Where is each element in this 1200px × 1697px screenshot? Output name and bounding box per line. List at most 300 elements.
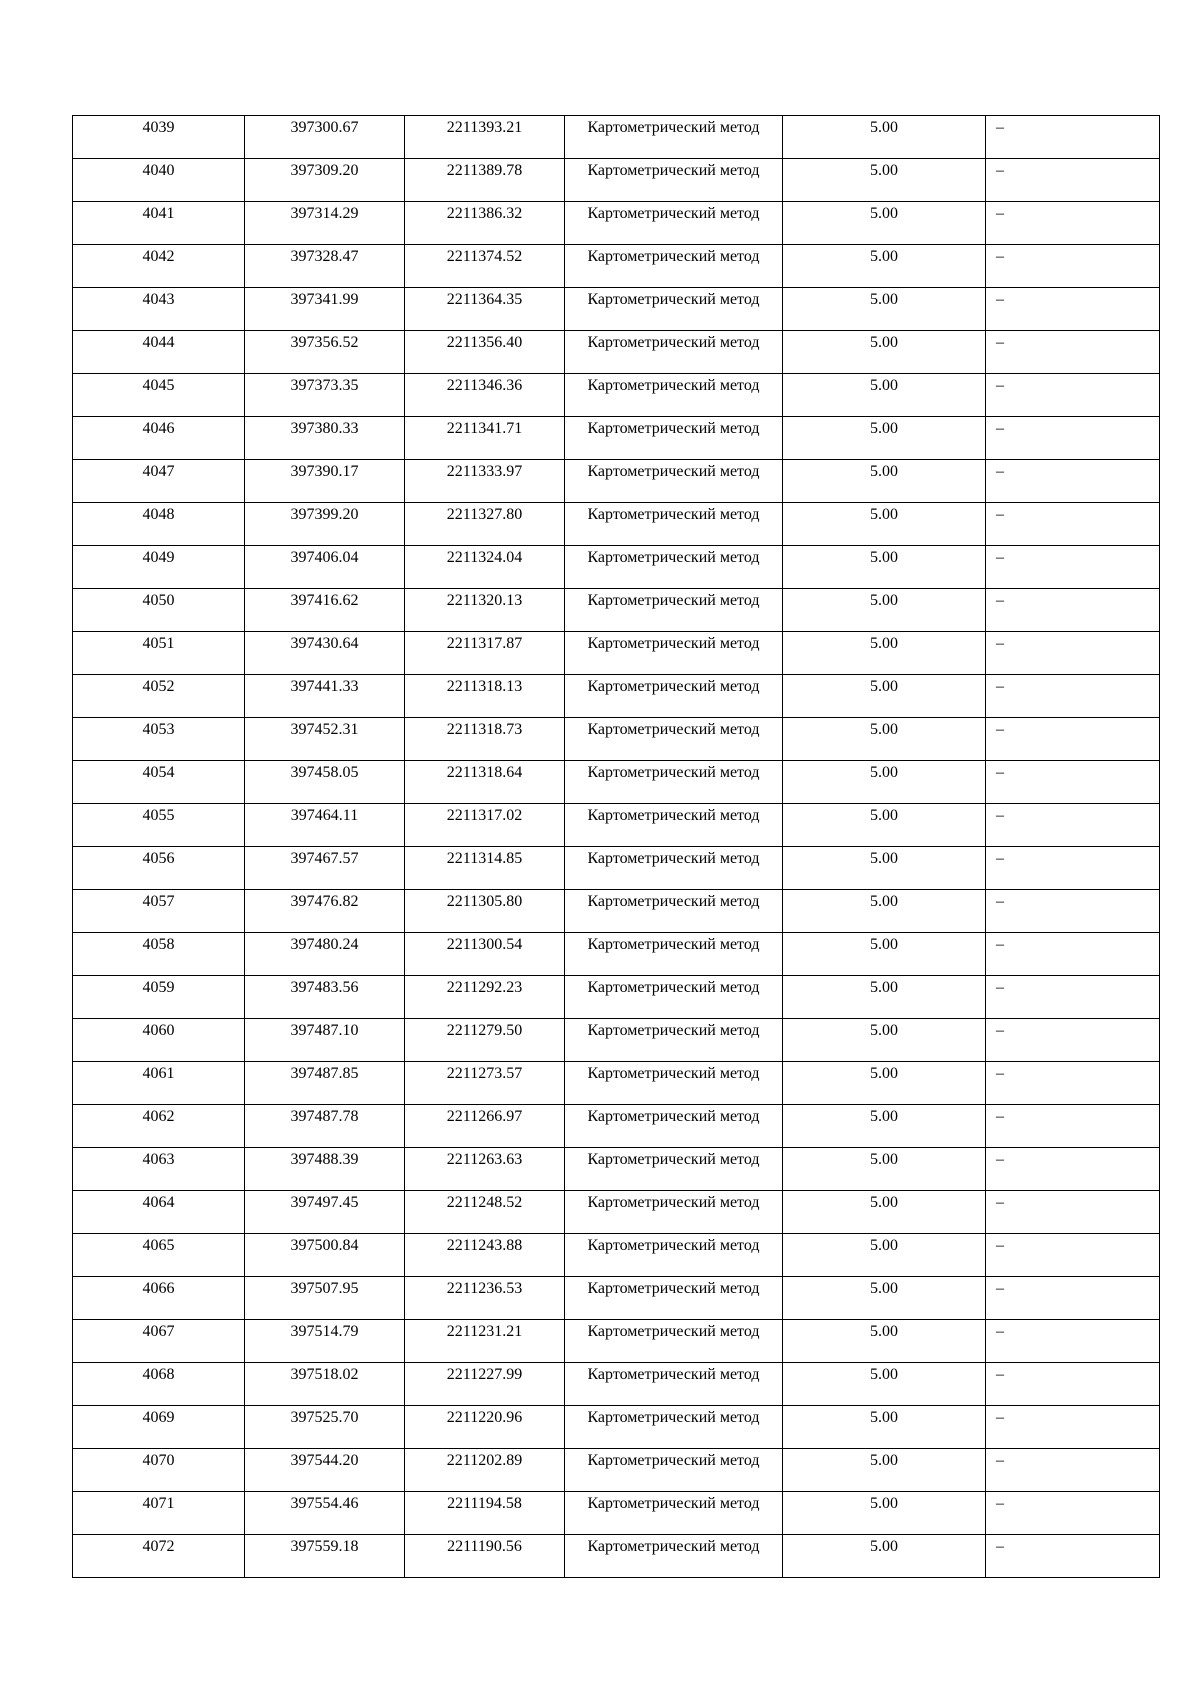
accuracy-cell [783,1062,986,1105]
x-coordinate-cell [245,1406,405,1449]
y-coordinate-text: 2211248.52 [446,1194,523,1211]
point-number-text: 4070 [142,1452,175,1469]
accuracy-text: 5.00 [870,1409,898,1426]
y-coordinate-cell [405,1535,565,1578]
point-number-cell [73,632,245,675]
note-text: – [996,1108,1004,1125]
note-cell [986,761,1160,804]
note-cell [986,503,1160,546]
point-number-cell [73,159,245,202]
x-coordinate-cell [245,245,405,288]
note-cell [986,804,1160,847]
y-coordinate-text: 2211393.21 [446,119,523,136]
accuracy-cell [783,589,986,632]
note-text: – [996,592,1004,609]
x-coordinate-cell [245,933,405,976]
point-number-text: 4042 [142,248,175,265]
note-cell [986,1019,1160,1062]
method-text: Картометрический метод [587,334,760,351]
accuracy-cell [783,245,986,288]
x-coordinate-text: 397487.10 [290,1022,359,1039]
note-text: – [996,463,1004,480]
table-row [73,804,1160,847]
note-text: – [996,1151,1004,1168]
note-cell [986,159,1160,202]
method-text: Картометрический метод [587,1194,760,1211]
table-row [73,976,1160,1019]
accuracy-text: 5.00 [870,1452,898,1469]
note-cell [986,1535,1160,1578]
method-text: Картометрический метод [587,162,760,179]
note-text: – [996,1280,1004,1297]
x-coordinate-text: 397309.20 [290,162,359,179]
y-coordinate-text: 2211202.89 [446,1452,523,1469]
point-number-text: 4057 [142,893,175,910]
x-coordinate-text: 397559.18 [290,1538,359,1555]
table-row [73,159,1160,202]
note-text: – [996,1409,1004,1426]
note-cell [986,589,1160,632]
y-coordinate-text: 2211364.35 [446,291,523,308]
method-text: Картометрический метод [587,1022,760,1039]
table-row [73,632,1160,675]
y-coordinate-cell [405,1234,565,1277]
method-cell [565,288,783,331]
point-number-cell [73,460,245,503]
x-coordinate-text: 397476.82 [290,893,359,910]
x-coordinate-cell [245,761,405,804]
method-cell [565,632,783,675]
accuracy-text: 5.00 [870,1495,898,1512]
method-cell [565,1277,783,1320]
y-coordinate-cell [405,417,565,460]
note-cell [986,417,1160,460]
method-text: Картометрический метод [587,721,760,738]
accuracy-text: 5.00 [870,1108,898,1125]
y-coordinate-text: 2211266.97 [446,1108,523,1125]
y-coordinate-text: 2211341.71 [446,420,523,437]
accuracy-text: 5.00 [870,1366,898,1383]
table-row [73,1320,1160,1363]
point-number-cell [73,718,245,761]
method-text: Картометрический метод [587,1237,760,1254]
point-number-text: 4047 [142,463,175,480]
point-number-cell [73,1191,245,1234]
y-coordinate-text: 2211389.78 [446,162,523,179]
y-coordinate-cell [405,374,565,417]
note-text: – [996,1194,1004,1211]
method-cell [565,1062,783,1105]
note-text: – [996,1237,1004,1254]
accuracy-text: 5.00 [870,1022,898,1039]
accuracy-text: 5.00 [870,893,898,910]
table-row [73,761,1160,804]
note-text: – [996,635,1004,652]
y-coordinate-cell [405,1191,565,1234]
point-number-cell [73,976,245,1019]
y-coordinate-cell [405,675,565,718]
y-coordinate-text: 2211243.88 [446,1237,523,1254]
table-row [73,1492,1160,1535]
note-cell [986,847,1160,890]
method-cell [565,503,783,546]
point-number-text: 4054 [142,764,175,781]
method-text: Картометрический метод [587,1495,760,1512]
y-coordinate-cell [405,1105,565,1148]
method-cell [565,589,783,632]
accuracy-text: 5.00 [870,979,898,996]
x-coordinate-text: 397544.20 [290,1452,359,1469]
y-coordinate-text: 2211300.54 [446,936,523,953]
method-cell [565,460,783,503]
accuracy-text: 5.00 [870,807,898,824]
note-text: – [996,1366,1004,1383]
x-coordinate-cell [245,116,405,159]
x-coordinate-text: 397452.31 [290,721,359,738]
x-coordinate-cell [245,1148,405,1191]
point-number-text: 4066 [142,1280,175,1297]
y-coordinate-cell [405,632,565,675]
method-text: Картометрический метод [587,592,760,609]
method-cell [565,976,783,1019]
accuracy-cell [783,1105,986,1148]
y-coordinate-cell [405,546,565,589]
x-coordinate-text: 397464.11 [290,807,359,824]
y-coordinate-cell [405,1363,565,1406]
y-coordinate-cell [405,288,565,331]
accuracy-text: 5.00 [870,463,898,480]
point-number-cell [73,1406,245,1449]
note-cell [986,460,1160,503]
method-cell [565,159,783,202]
point-number-cell [73,847,245,890]
accuracy-text: 5.00 [870,334,898,351]
x-coordinate-text: 397341.99 [290,291,359,308]
y-coordinate-text: 2211324.04 [446,549,523,566]
x-coordinate-cell [245,1062,405,1105]
method-text: Картометрический метод [587,635,760,652]
y-coordinate-cell [405,1449,565,1492]
point-number-text: 4069 [142,1409,175,1426]
y-coordinate-text: 2211317.87 [446,635,523,652]
method-cell [565,331,783,374]
x-coordinate-cell [245,1234,405,1277]
method-text: Картометрический метод [587,1065,760,1082]
point-number-text: 4050 [142,592,175,609]
x-coordinate-text: 397430.64 [290,635,359,652]
x-coordinate-text: 397406.04 [290,549,359,566]
accuracy-text: 5.00 [870,850,898,867]
method-text: Картометрический метод [587,463,760,480]
point-number-text: 4072 [142,1538,175,1555]
y-coordinate-cell [405,933,565,976]
point-number-text: 4043 [142,291,175,308]
note-text: – [996,248,1004,265]
note-cell [986,1320,1160,1363]
x-coordinate-cell [245,1019,405,1062]
point-number-text: 4060 [142,1022,175,1039]
method-text: Картометрический метод [587,1108,760,1125]
x-coordinate-text: 397373.35 [290,377,359,394]
point-number-cell [73,1148,245,1191]
x-coordinate-text: 397507.95 [290,1280,359,1297]
x-coordinate-cell [245,159,405,202]
method-text: Картометрический метод [587,936,760,953]
x-coordinate-text: 397390.17 [290,463,359,480]
method-cell [565,116,783,159]
method-cell [565,1019,783,1062]
accuracy-cell [783,1492,986,1535]
y-coordinate-cell [405,890,565,933]
note-text: – [996,764,1004,781]
point-number-text: 4041 [142,205,175,222]
accuracy-text: 5.00 [870,1065,898,1082]
x-coordinate-cell [245,202,405,245]
accuracy-cell [783,761,986,804]
note-text: – [996,506,1004,523]
point-number-text: 4068 [142,1366,175,1383]
point-number-cell [73,245,245,288]
method-cell [565,374,783,417]
x-coordinate-text: 397488.39 [290,1151,359,1168]
x-coordinate-text: 397497.45 [290,1194,359,1211]
point-number-cell [73,1535,245,1578]
accuracy-text: 5.00 [870,420,898,437]
x-coordinate-text: 397441.33 [290,678,359,695]
method-text: Картометрический метод [587,1280,760,1297]
x-coordinate-cell [245,1535,405,1578]
accuracy-text: 5.00 [870,592,898,609]
point-number-text: 4059 [142,979,175,996]
note-cell [986,331,1160,374]
accuracy-text: 5.00 [870,377,898,394]
y-coordinate-cell [405,1148,565,1191]
point-number-cell [73,503,245,546]
y-coordinate-text: 2211314.85 [446,850,523,867]
method-text: Картометрический метод [587,1538,760,1555]
note-text: – [996,678,1004,695]
x-coordinate-cell [245,976,405,1019]
table-row [73,417,1160,460]
point-number-cell [73,202,245,245]
note-cell [986,675,1160,718]
x-coordinate-text: 397328.47 [290,248,359,265]
note-cell [986,1449,1160,1492]
note-text: – [996,893,1004,910]
method-cell [565,1320,783,1363]
accuracy-cell [783,933,986,976]
x-coordinate-cell [245,1363,405,1406]
point-number-cell [73,1019,245,1062]
method-text: Картометрический метод [587,764,760,781]
y-coordinate-cell [405,804,565,847]
table-row [73,245,1160,288]
note-text: – [996,1452,1004,1469]
note-cell [986,1363,1160,1406]
x-coordinate-cell [245,1492,405,1535]
accuracy-cell [783,1234,986,1277]
accuracy-cell [783,116,986,159]
x-coordinate-cell [245,374,405,417]
method-cell [565,1148,783,1191]
coordinates-table [72,115,1160,1578]
point-number-text: 4061 [142,1065,175,1082]
accuracy-text: 5.00 [870,291,898,308]
x-coordinate-text: 397500.84 [290,1237,359,1254]
method-text: Картометрический метод [587,1366,760,1383]
note-text: – [996,936,1004,953]
method-cell [565,675,783,718]
table-row [73,374,1160,417]
accuracy-text: 5.00 [870,1323,898,1340]
point-number-text: 4049 [142,549,175,566]
method-cell [565,417,783,460]
note-text: – [996,1065,1004,1082]
method-text: Картометрический метод [587,979,760,996]
y-coordinate-cell [405,1019,565,1062]
accuracy-text: 5.00 [870,678,898,695]
note-cell [986,1406,1160,1449]
accuracy-text: 5.00 [870,119,898,136]
x-coordinate-text: 397467.57 [290,850,359,867]
y-coordinate-cell [405,1320,565,1363]
note-text: – [996,205,1004,222]
point-number-cell [73,589,245,632]
note-text: – [996,721,1004,738]
x-coordinate-cell [245,1191,405,1234]
note-text: – [996,420,1004,437]
point-number-cell [73,1277,245,1320]
x-coordinate-cell [245,546,405,589]
table-row [73,675,1160,718]
y-coordinate-text: 2211318.13 [446,678,523,695]
y-coordinate-cell [405,331,565,374]
x-coordinate-cell [245,460,405,503]
x-coordinate-cell [245,417,405,460]
point-number-text: 4071 [142,1495,175,1512]
method-text: Картометрический метод [587,807,760,824]
y-coordinate-text: 2211263.63 [446,1151,523,1168]
method-cell [565,1449,783,1492]
accuracy-cell [783,1019,986,1062]
note-cell [986,1148,1160,1191]
y-coordinate-text: 2211318.73 [446,721,523,738]
table-row [73,546,1160,589]
accuracy-cell [783,1535,986,1578]
accuracy-cell [783,804,986,847]
method-text: Картометрический метод [587,420,760,437]
table-row [73,503,1160,546]
point-number-cell [73,761,245,804]
x-coordinate-cell [245,890,405,933]
x-coordinate-cell [245,1449,405,1492]
x-coordinate-cell [245,632,405,675]
point-number-text: 4045 [142,377,175,394]
x-coordinate-text: 397483.56 [290,979,359,996]
table-row [73,1148,1160,1191]
accuracy-text: 5.00 [870,1280,898,1297]
point-number-text: 4052 [142,678,175,695]
y-coordinate-text: 2211356.40 [446,334,523,351]
note-cell [986,933,1160,976]
x-coordinate-text: 397300.67 [290,119,359,136]
point-number-cell [73,116,245,159]
accuracy-text: 5.00 [870,506,898,523]
accuracy-cell [783,374,986,417]
y-coordinate-cell [405,1277,565,1320]
method-text: Картометрический метод [587,1323,760,1340]
table-row [73,1449,1160,1492]
point-number-cell [73,1320,245,1363]
point-number-cell [73,890,245,933]
note-cell [986,245,1160,288]
x-coordinate-cell [245,288,405,331]
note-text: – [996,807,1004,824]
y-coordinate-text: 2211318.64 [446,764,523,781]
note-text: – [996,1538,1004,1555]
point-number-text: 4058 [142,936,175,953]
y-coordinate-cell [405,202,565,245]
point-number-text: 4044 [142,334,175,351]
accuracy-cell [783,503,986,546]
y-coordinate-text: 2211327.80 [446,506,523,523]
x-coordinate-text: 397525.70 [290,1409,359,1426]
y-coordinate-text: 2211386.32 [446,205,523,222]
x-coordinate-text: 397416.62 [290,592,359,609]
table-row [73,331,1160,374]
table-row [73,1535,1160,1578]
note-cell [986,1191,1160,1234]
method-cell [565,890,783,933]
x-coordinate-text: 397380.33 [290,420,359,437]
accuracy-cell [783,976,986,1019]
accuracy-text: 5.00 [870,1194,898,1211]
y-coordinate-text: 2211374.52 [446,248,523,265]
point-number-text: 4064 [142,1194,175,1211]
table-row [73,288,1160,331]
table-row [73,847,1160,890]
point-number-text: 4055 [142,807,175,824]
point-number-text: 4046 [142,420,175,437]
y-coordinate-text: 2211190.56 [447,1538,522,1555]
method-cell [565,202,783,245]
accuracy-cell [783,718,986,761]
method-text: Картометрический метод [587,506,760,523]
x-coordinate-text: 397514.79 [290,1323,359,1340]
point-number-cell [73,933,245,976]
point-number-cell [73,675,245,718]
accuracy-text: 5.00 [870,721,898,738]
accuracy-cell [783,890,986,933]
method-cell [565,718,783,761]
y-coordinate-text: 2211333.97 [446,463,523,480]
table-row [73,1062,1160,1105]
accuracy-text: 5.00 [870,549,898,566]
note-cell [986,116,1160,159]
method-text: Картометрический метод [587,678,760,695]
note-text: – [996,979,1004,996]
method-cell [565,1191,783,1234]
note-text: – [996,291,1004,308]
point-number-cell [73,804,245,847]
method-text: Картометрический метод [587,850,760,867]
note-text: – [996,334,1004,351]
x-coordinate-cell [245,1320,405,1363]
x-coordinate-cell [245,1105,405,1148]
note-cell [986,632,1160,675]
method-text: Картометрический метод [587,893,760,910]
note-cell [986,1062,1160,1105]
